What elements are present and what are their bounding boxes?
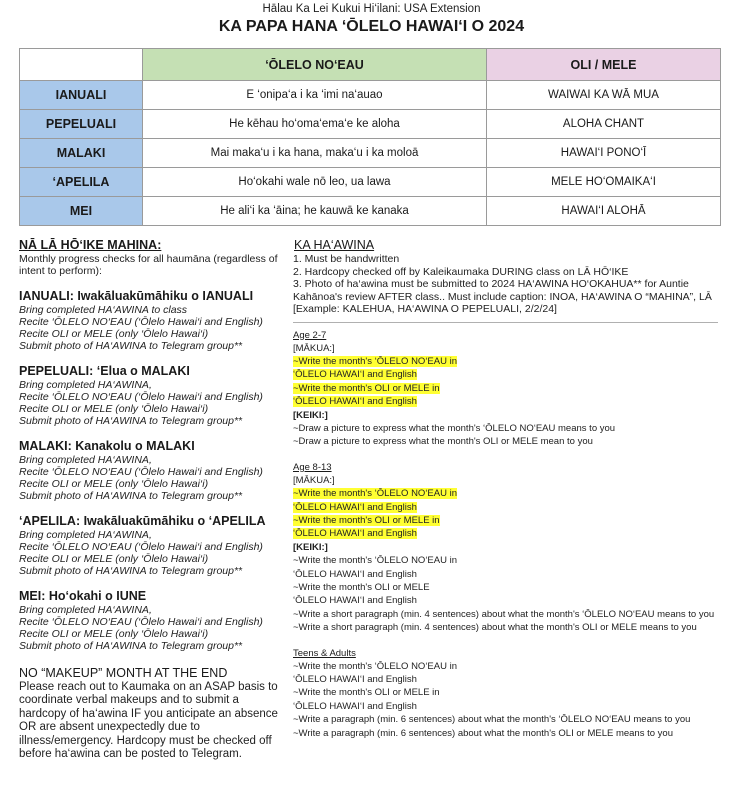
check-line: Bring completed HA‘AWINA, [19, 529, 152, 541]
olelo-cell: Mai maka‘u i ka hana, maka‘u i ka moloā [143, 139, 487, 168]
makua-line: ~Write the month's ‘ŌLELO NO‘EAU in [293, 355, 457, 367]
check-line: Recite OLI or MELE (only ‘Ōlelo Hawai‘i) [19, 478, 209, 490]
check-line: Recite OLI or MELE (only ‘Ōlelo Hawai‘i) [19, 628, 209, 640]
keiki-line: ‘ŌLELO HAWAI‘I and English [293, 568, 417, 580]
check-line: Recite OLI or MELE (only ‘Ōlelo Hawai‘i) [19, 553, 209, 565]
schedule-table [19, 48, 721, 226]
check-line: Bring completed HA‘AWINA to class [19, 304, 188, 316]
page-header [0, 2, 743, 37]
keiki-line: ~Write a short paragraph (min. 4 sentences) about what the month's ‘ŌLELO NO‘EAU means to you [293, 608, 715, 620]
month-check-title: MEI: Ho‘okahi o IUNE [19, 589, 147, 603]
divider [293, 322, 718, 323]
haawina-rule: 3. Photo of ha‘awina must be submitted to 2024 HA‘AWINA HO‘OKAHUA** for Auntie Kahānoa's review AFTER class.. Must include caption: INOA, HA‘AWINA O “MAHINA”, LĀ [293, 278, 712, 303]
haawina-rule: 1. Must be handwritten [293, 253, 400, 265]
column-header-olelo: ‘ŌLELO NO‘EAU [143, 49, 487, 81]
adult-line: ~Write the month's ‘ŌLELO NO‘EAU in [293, 660, 457, 672]
month-check-title: PEPELUALI: ‘Elua o MALAKI [19, 364, 190, 378]
check-line: Recite OLI or MELE (only ‘Ōlelo Hawai‘i) [19, 328, 209, 340]
makua-label: [MĀKUA:] [293, 474, 335, 486]
keiki-line: ~Draw a picture to express what the month's ‘ŌLELO NO‘EAU means to you [293, 422, 616, 434]
table-row [20, 139, 721, 168]
check-line: Submit photo of HA‘AWINA to Telegram group** [19, 415, 243, 427]
age-group-heading: Age 2-7 [293, 329, 327, 341]
check-line: Recite ‘ŌLELO NO‘EAU (‘Ōlelo Hawai‘i and English) [19, 316, 263, 328]
check-line: Recite ‘ŌLELO NO‘EAU (‘Ōlelo Hawai‘i and English) [19, 391, 263, 403]
month-cell: MALAKI [20, 139, 143, 168]
keiki-label: [KEIKI:] [293, 409, 328, 421]
month-cell: MEI [20, 197, 143, 226]
keiki-line: ‘ŌLELO HAWAI‘I and English [293, 595, 417, 607]
keiki-line: ~Write the month's OLI or MELE [293, 582, 430, 593]
oli-cell: HAWAI‘I ALOHĀ [487, 197, 721, 226]
check-line: Submit photo of HA‘AWINA to Telegram group** [19, 490, 243, 502]
check-line: Bring completed HA‘AWINA, [19, 604, 152, 616]
makua-line: ‘ŌLELO HAWAI‘I and English [293, 528, 417, 540]
oli-cell: ALOHA CHANT [487, 110, 721, 139]
month-cell: ‘APELILA [20, 168, 143, 197]
adult-line: ‘ŌLELO HAWAI‘I and English [293, 700, 417, 712]
oli-cell: MELE HO‘OMAIKA‘I [487, 168, 721, 197]
check-line: Recite ‘ŌLELO NO‘EAU (‘Ōlelo Hawai‘i and English) [19, 541, 263, 553]
monthly-checks-heading: NĀ LĀ HŌ‘IKE MAHINA: [19, 238, 162, 252]
monthly-checks-intro: Monthly progress checks for all haumāna (regardless of intent to perform): [19, 253, 278, 277]
table-row [20, 110, 721, 139]
month-check-title: ‘APELILA: Iwakāluakūmāhiku o ‘APELILA [19, 514, 266, 528]
table-header-row [20, 49, 721, 81]
makua-line: ~Write the month's OLI or MELE in [293, 514, 440, 526]
age-group-heading: Teens & Adults [293, 647, 356, 659]
month-check-title: IANUALI: Iwakāluakūmāhiku o IANUALI [19, 289, 254, 303]
keiki-line: ~Draw a picture to express what the month's OLI or MELE mean to you [293, 436, 593, 448]
haawina-rule: [Example: KALEHUA, HA‘AWINA O PEPELUALI, 2/2/24] [293, 303, 557, 315]
table-row [20, 168, 721, 197]
haawina-column [293, 238, 723, 740]
makua-line: ~Write the month's OLI or MELE in [293, 382, 440, 394]
check-line: Recite ‘ŌLELO NO‘EAU (‘Ōlelo Hawai‘i and English) [19, 616, 263, 628]
check-line: Recite ‘ŌLELO NO‘EAU (‘Ōlelo Hawai‘i and English) [19, 466, 263, 478]
olelo-cell: He kēhau ho‘oma‘ema‘e ke aloha [143, 110, 487, 139]
page-subtitle: Hālau Ka Lei Kukui Hi‘ilani: USA Extension [262, 3, 481, 15]
makua-line: ‘ŌLELO HAWAI‘I and English [293, 369, 417, 381]
monthly-checks-column [19, 238, 284, 761]
check-line: Submit photo of HA‘AWINA to Telegram group** [19, 340, 243, 352]
age-group-heading: Age 8-13 [293, 461, 332, 473]
month-cell: PEPELUALI [20, 110, 143, 139]
month-cell: IANUALI [20, 81, 143, 110]
check-line: Bring completed HA‘AWINA, [19, 454, 152, 466]
olelo-cell: Ho‘okahi wale nō leo, ua lawa [143, 168, 487, 197]
check-line: Submit photo of HA‘AWINA to Telegram group** [19, 565, 243, 577]
no-makeup-body: Please reach out to Kaumaka on an ASAP basis to coordinate verbal makeups and to submit a hardcopy of ha‘awina IF you anticipate an absence OR are absent unexpectedly due to illness/emergency. Hardcopy must be checked off before ha‘awina can be posted to Telegram. [19, 681, 278, 761]
adult-line: ~Write a paragraph (min. 6 sentences) about what the month's ‘ŌLELO NO‘EAU means to you [293, 714, 691, 726]
page-title: KA PAPA HANA ‘ŌLELO HAWAI‘I O 2024 [218, 18, 525, 35]
column-header-oli: OLI / MELE [487, 49, 721, 81]
haawina-rule: 2. Hardcopy checked off by Kaleikaumaka DURING class on LĀ HŌ‘IKE [293, 265, 629, 278]
month-check-title: MALAKI: Kanakolu o MALAKI [19, 439, 195, 453]
makua-line: ‘ŌLELO HAWAI‘I and English [293, 501, 417, 513]
haawina-heading: KA HA‘AWINA [294, 238, 375, 252]
check-line: Recite OLI or MELE (only ‘Ōlelo Hawai‘i) [19, 403, 209, 415]
check-line: Bring completed HA‘AWINA, [19, 379, 152, 391]
makua-line: ‘ŌLELO HAWAI‘I and English [293, 396, 417, 408]
keiki-line: ~Write a short paragraph (min. 4 sentences) about what the month's OLI or MELE means to you [293, 622, 697, 634]
olelo-cell: E ‘onipa‘a i ka ‘imi na‘auao [143, 81, 487, 110]
oli-cell: WAIWAI KA WĀ MUA [487, 81, 721, 110]
adult-line: ~Write the month's OLI or MELE in [293, 687, 440, 699]
table-row [20, 197, 721, 226]
table-row [20, 81, 721, 110]
no-makeup-title: NO “MAKEUP” MONTH AT THE END [19, 666, 228, 680]
adult-line: ~Write a paragraph (min. 6 sentences) about what the month's OLI or MELE means to you [293, 727, 673, 739]
olelo-cell: He ali‘i ka ‘āina; he kauwā ke kanaka [143, 197, 487, 226]
adult-line: ‘ŌLELO HAWAI‘I and English [293, 674, 417, 686]
check-line: Submit photo of HA‘AWINA to Telegram group** [19, 640, 243, 652]
makua-line: ~Write the month's ‘ŌLELO NO‘EAU in [293, 488, 457, 500]
keiki-line: ~Write the month's ‘ŌLELO NO‘EAU in [293, 555, 457, 567]
table-corner-cell [20, 49, 143, 81]
keiki-label: [KEIKI:] [293, 541, 328, 553]
makua-label: [MĀKUA:] [293, 342, 335, 354]
oli-cell: HAWAI‘I PONO‘Ī [487, 139, 721, 168]
